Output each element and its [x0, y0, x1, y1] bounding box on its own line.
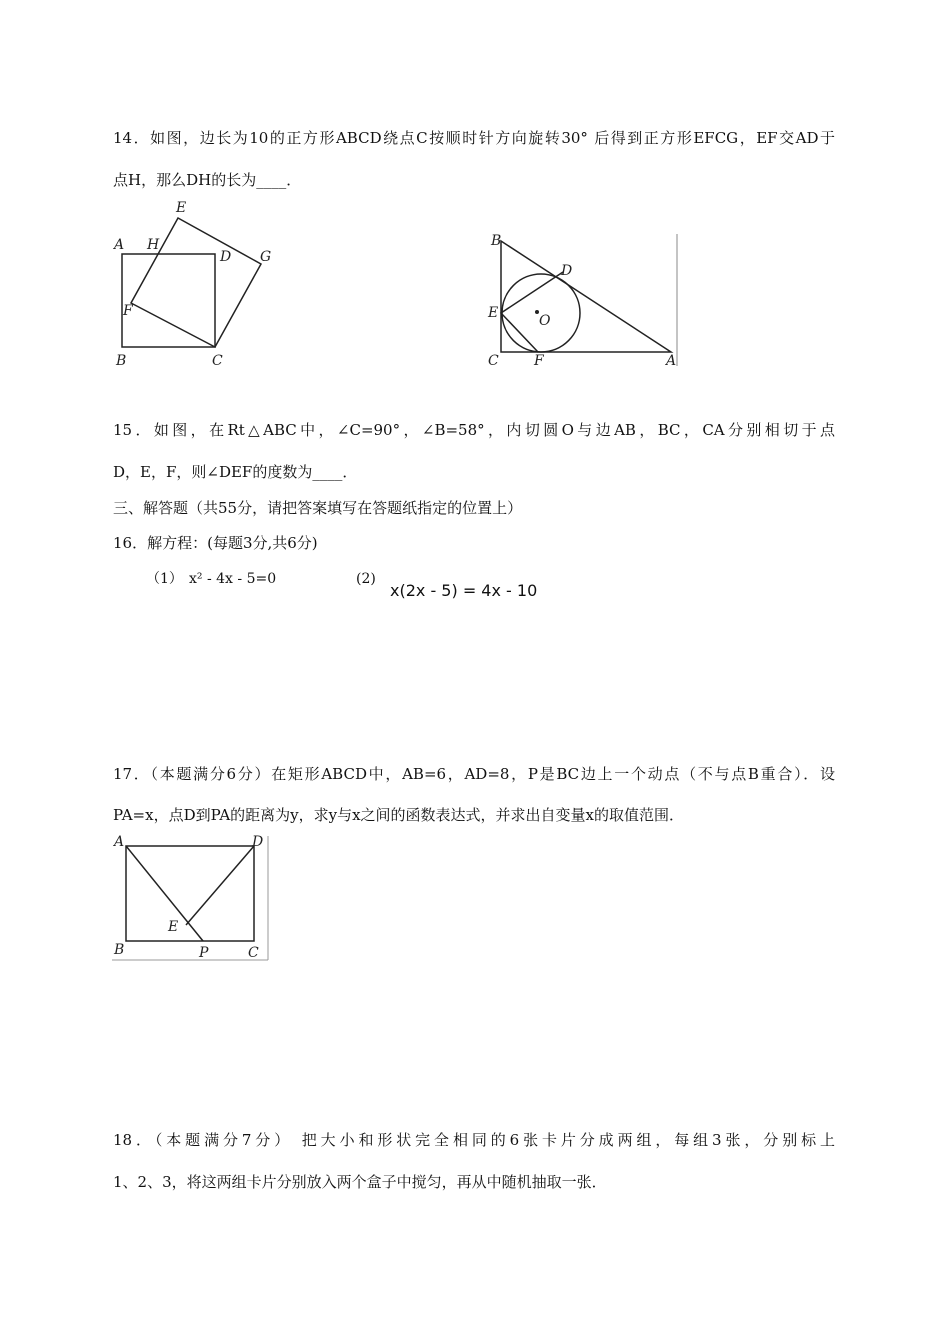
label-b: B — [491, 233, 502, 249]
label-d: D — [252, 834, 264, 850]
q16-part2-equation: x(2x - 5) = 4x - 10 — [390, 581, 538, 600]
label-a: A — [114, 834, 125, 850]
label-o: O — [539, 313, 551, 329]
label-h: H — [147, 237, 160, 253]
label-d: D — [220, 249, 232, 265]
label-c: C — [488, 353, 499, 369]
square-abcd — [122, 254, 215, 347]
label-b: B — [114, 942, 125, 958]
q18-line1: 18．（本题满分7分） 把大小和形状完全相同的6张卡片分成两组，每组3张，分别标上 — [113, 1131, 835, 1149]
q16-title: 16．解方程：(每题3分,共6分) — [113, 534, 318, 552]
figure-rotated-squares — [108, 195, 283, 370]
q14-line1: 14．如图，边长为10的正方形ABCD绕点C按顺时针方向旋转30° 后得到正方形EFCG，EF交AD于 — [113, 129, 835, 147]
section3-title: 三、解答题（共55分，请把答案填写在答题纸指定的位置上） — [113, 499, 523, 517]
label-c: C — [212, 353, 223, 369]
segment-ap — [126, 846, 203, 941]
label-a: A — [666, 353, 677, 369]
q14-line2: 点H，那么DH的长为____． — [113, 171, 302, 189]
q16-part2-number: (2) — [356, 571, 376, 587]
label-d: D — [561, 263, 573, 279]
label-e: E — [488, 305, 499, 321]
segment-de — [186, 846, 254, 925]
q17-line2: PA=x，点D到PA的距离为y，求y与x之间的函数表达式，并求出自变量x的取值范围． — [113, 806, 685, 824]
label-e: E — [168, 919, 179, 935]
label-f: F — [534, 353, 544, 369]
q18-line2: 1、2、3，将这两组卡片分别放入两个盒子中搅匀，再从中随机抽取一张． — [113, 1173, 607, 1191]
q17-line1: 17．（本题满分6分）在矩形ABCD中，AB=6，AD=8，P是BC边上一个动点（不与点B重合）．设 — [113, 765, 835, 783]
label-e: E — [176, 200, 187, 216]
label-a: A — [114, 237, 125, 253]
label-b: B — [116, 353, 127, 369]
label-p: P — [199, 945, 209, 961]
label-g: G — [260, 249, 272, 265]
segments-def — [501, 272, 563, 352]
q15-line2: D，E，F，则∠DEF的度数为____． — [113, 463, 358, 481]
label-c: C — [248, 945, 259, 961]
q16-part1-equation: x² - 4x - 5=0 — [189, 571, 277, 587]
figure-incircle-triangle — [485, 228, 685, 373]
q15-line1: 15．如图，在Rt△ABC中，∠C=90°，∠B=58°，内切圆O与边AB，BC，CA分别相切于点 — [113, 421, 835, 439]
label-f: F — [123, 303, 133, 319]
figure-rectangle-abcd — [110, 832, 272, 964]
rectangle-abcd — [126, 846, 254, 941]
q16-part1-number: （1） — [146, 571, 183, 587]
